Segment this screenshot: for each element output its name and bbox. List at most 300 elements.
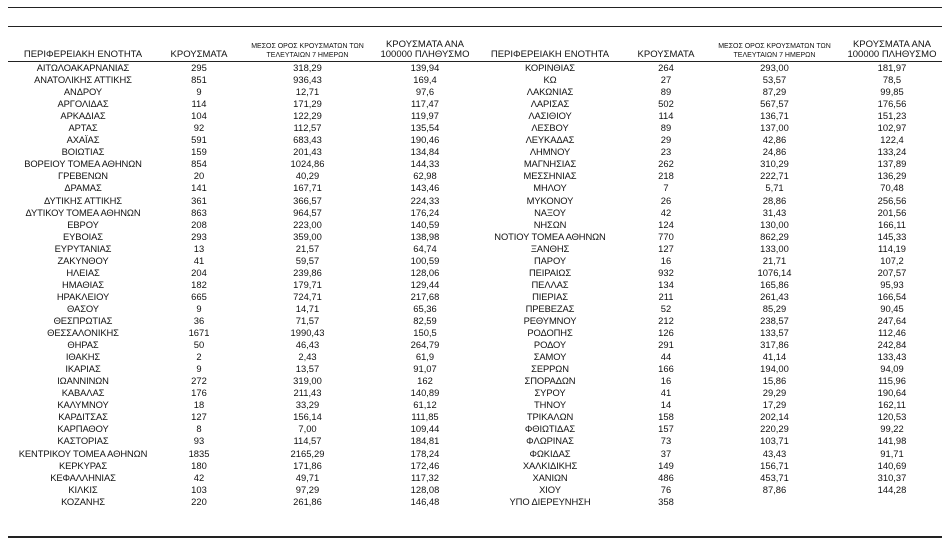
left-avg7-value: 201,43: [293, 146, 322, 158]
right-per100k-value: 112,46: [878, 327, 906, 339]
cases-table: [8, 40, 942, 508]
left-region-name: ΚΕΦΑΛΛΗΝΙΑΣ: [50, 471, 116, 483]
table-row: [8, 460, 942, 472]
left-region-name: ΑΧΑΪΑΣ: [66, 134, 100, 146]
right-cases-value: 76: [660, 483, 672, 495]
table-row: [8, 496, 942, 508]
right-avg7-value: [707, 496, 842, 508]
table-row: [8, 182, 942, 194]
table-row: [8, 339, 942, 351]
right-per100k-value: 137,89: [877, 158, 907, 170]
right-per100k-value: 162,11: [878, 399, 906, 411]
left-per100k-value: 169,4: [413, 74, 437, 86]
table-row: [8, 146, 942, 158]
left-region-name: ΘΑΣΟΥ: [67, 302, 99, 314]
left-avg7-value: 171,29: [293, 98, 322, 110]
right-per100k-value: 141,98: [877, 435, 907, 447]
left-per100k-value: 150,5: [413, 327, 437, 339]
header-rule: [8, 26, 942, 27]
left-region-name: ΗΡΑΚΛΕΙΟΥ: [56, 290, 110, 302]
left-region-name: ΓΡΕΒΕΝΩΝ: [58, 170, 108, 182]
table-row: [8, 351, 942, 363]
right-per100k-value: 201,56: [877, 206, 907, 218]
left-cases-value: 2: [196, 351, 202, 363]
right-region-name: ΣΠΟΡΑΔΩΝ: [524, 375, 576, 387]
right-cases-value: 7: [663, 182, 669, 194]
left-avg7-value: 936,43: [293, 74, 322, 86]
right-cases-value: 23: [660, 146, 672, 158]
left-region-name: ΕΥΡΥΤΑΝΙΑΣ: [54, 242, 112, 254]
left-per100k-value: 178,24: [410, 447, 440, 459]
right-region-name: ΠΑΡΟΥ: [533, 254, 567, 266]
left-cases-value: 42: [193, 471, 205, 483]
left-avg7-value: 171,86: [293, 459, 322, 471]
left-avg7-value: 46,43: [295, 339, 320, 351]
left-per100k-value: 65,36: [413, 302, 437, 314]
left-avg7-value: 167,71: [293, 182, 322, 194]
right-region-name: ΛΕΥΚΑΔΑΣ: [525, 134, 575, 146]
right-cases-value: 52: [660, 302, 672, 314]
left-cases-value: 180: [191, 459, 207, 471]
left-region-name: ΖΑΚΥΝΘΟΥ: [57, 254, 109, 266]
left-per100k-value: 172,46: [410, 459, 440, 471]
left-region-name: ΑΝΑΤΟΛΙΚΗΣ ΑΤΤΙΚΗΣ: [34, 74, 132, 86]
left-per100k-value: 128,08: [410, 483, 440, 495]
left-cases-value: 1671: [188, 327, 210, 339]
left-region-name: ΔΡΑΜΑΣ: [64, 182, 102, 194]
left-cases-value: 9: [196, 86, 202, 98]
left-cases-value: 176: [191, 387, 207, 399]
right-region-name: ΠΕΙΡΑΙΩΣ: [528, 266, 572, 278]
left-region-name: ΙΚΑΡΙΑΣ: [65, 363, 101, 375]
left-avg7-value: 156,14: [293, 411, 322, 423]
right-cases-value: 157: [658, 423, 674, 435]
table-row: [8, 291, 942, 303]
right-per100k-value: 310,37: [877, 471, 907, 483]
right-cases-value: 149: [658, 459, 674, 471]
right-avg7-value: 165,86: [760, 278, 789, 290]
right-avg7-value: 453,71: [760, 471, 789, 483]
left-cases-value: 9: [196, 363, 202, 375]
right-region-name: ΦΘΙΩΤΙΔΑΣ: [524, 423, 576, 435]
table-row: [8, 327, 942, 339]
table-row: [8, 375, 942, 387]
left-avg7-value: 211,43: [293, 387, 322, 399]
right-region-name: ΡΕΘΥΜΝΟΥ: [523, 314, 577, 326]
right-region-name: ΝΗΣΩΝ: [533, 218, 567, 230]
right-per100k-value: 145,33: [877, 230, 907, 242]
right-avg7-value: 5,71: [765, 182, 784, 194]
right-region-name: ΡΟΔΟΠΗΣ: [527, 327, 573, 339]
left-region-name: ΙΩΑΝΝΙΝΩΝ: [57, 375, 109, 387]
right-cases-value: 27: [660, 74, 672, 86]
table-row: [8, 448, 942, 460]
left-avg7-value: 12,71: [295, 86, 320, 98]
left-avg7-value: 2,43: [298, 351, 317, 363]
left-cases-value: 204: [191, 266, 207, 278]
left-per100k-value: 82,59: [413, 314, 437, 326]
right-per100k-value: 176,56: [877, 98, 907, 110]
right-cases-value: 16: [660, 254, 672, 266]
right-avg7-value: 310,29: [760, 158, 789, 170]
left-avg7-value: 7,00: [298, 423, 317, 435]
left-per100k-value: 111,85: [411, 411, 439, 423]
table-body: [8, 62, 942, 508]
left-avg7-value: 179,71: [293, 278, 322, 290]
right-region-name: ΜΕΣΣΗΝΙΑΣ: [523, 170, 577, 182]
right-avg7-value: 261,43: [760, 290, 789, 302]
right-cases-value: 126: [658, 327, 674, 339]
right-avg7-value: 87,86: [762, 483, 787, 495]
left-per100k-value: 135,54: [410, 122, 440, 134]
left-region-name: ΑΙΤΩΛΟΑΚΑΡΝΑΝΙΑΣ: [36, 62, 130, 73]
left-cases-value: 20: [193, 170, 205, 182]
table-row: [8, 207, 942, 219]
left-avg7-value: 97,29: [295, 483, 320, 495]
left-cases-value: 114: [191, 98, 207, 110]
right-cases-value: 291: [658, 339, 674, 351]
right-per100k-value: 95,93: [880, 278, 904, 290]
right-region-name: ΛΑΡΙΣΑΣ: [530, 98, 570, 110]
left-region-name: ΘΕΣΣΑΛΟΝΙΚΗΣ: [47, 327, 119, 339]
right-per100k-value: 207,57: [877, 266, 907, 278]
right-per100k-value: 242,84: [877, 339, 907, 351]
right-avg7-value: 133,57: [760, 327, 789, 339]
left-avg7-value: 33,29: [295, 399, 320, 411]
table-row: [8, 158, 942, 170]
left-avg7-value: 2165,29: [290, 447, 325, 459]
left-per100k-value: 144,33: [410, 158, 440, 170]
left-cases-value: 851: [191, 74, 207, 86]
left-per100k-value: 138,98: [410, 230, 440, 242]
left-avg7-value: 319,00: [293, 375, 322, 387]
left-per100k-value: 91,07: [413, 363, 437, 375]
right-region-name: ΧΑΛΚΙΔΙΚΗΣ: [522, 459, 578, 471]
left-cases-value: 13: [193, 242, 205, 254]
left-region-name: ΑΡΓΟΛΙΔΑΣ: [57, 98, 109, 110]
right-region-name: ΛΑΚΩΝΙΑΣ: [526, 86, 574, 98]
left-cases-value: 591: [191, 134, 207, 146]
right-avg7-value: 17,29: [762, 399, 787, 411]
left-region-name: ΗΛΕΙΑΣ: [66, 266, 100, 278]
right-cases-value: 26: [660, 194, 672, 206]
table-row: [8, 267, 942, 279]
left-avg7-value: 318,29: [293, 62, 322, 73]
right-avg7-value: 53,57: [762, 74, 787, 86]
left-cases-value: 665: [191, 290, 207, 302]
right-region-name: ΥΠΟ ΔΙΕΡΕΥΝΗΣΗ: [509, 495, 591, 507]
bottom-rule: [8, 536, 942, 538]
left-cases-value: 361: [191, 194, 207, 206]
right-region-name: ΝΟΤΙΟΥ ΤΟΜΕΑ ΑΘΗΝΩΝ: [494, 230, 606, 242]
left-region-name: ΙΘΑΚΗΣ: [65, 351, 101, 363]
top-rule: [8, 7, 942, 8]
table-row: [8, 411, 942, 423]
right-avg7-value: 194,00: [760, 363, 789, 375]
right-avg7-value: 133,00: [760, 242, 789, 254]
right-cases-value: 127: [658, 242, 674, 254]
right-region-name: ΝΑΞΟΥ: [534, 206, 566, 218]
right-region-name: ΜΥΚΟΝΟΥ: [526, 194, 574, 206]
right-avg7-value: 15,86: [762, 375, 787, 387]
left-avg7-value: 366,57: [293, 194, 322, 206]
table-row: [8, 231, 942, 243]
right-per100k-value: 140,69: [877, 459, 907, 471]
left-region-name: ΚΑΒΑΛΑΣ: [61, 387, 105, 399]
left-region-name: ΑΡΚΑΔΙΑΣ: [60, 110, 106, 122]
right-per100k-value: 122,4: [880, 134, 904, 146]
left-avg7-value: 14,71: [295, 302, 320, 314]
header-region-left: ΠΕΡΙΦΕΡΕΙΑΚΗ ΕΝΟΤΗΤΑ: [8, 40, 158, 62]
right-per100k-value: 151,23: [877, 110, 907, 122]
right-cases-value: 114: [658, 110, 674, 122]
left-cases-value: 863: [191, 206, 207, 218]
right-region-name: ΤΡΙΚΑΛΩΝ: [526, 411, 574, 423]
left-cases-value: 8: [196, 423, 202, 435]
right-per100k-value: 115,96: [878, 375, 906, 387]
right-per100k-value: [842, 496, 942, 508]
table-row: [8, 399, 942, 411]
right-cases-value: 264: [658, 62, 674, 73]
left-cases-value: 50: [193, 339, 205, 351]
left-per100k-value: 64,74: [413, 242, 437, 254]
right-cases-value: 486: [658, 471, 674, 483]
table-row: [8, 195, 942, 207]
right-per100k-value: 136,29: [877, 170, 907, 182]
right-cases-value: 16: [660, 375, 672, 387]
table-row: [8, 303, 942, 315]
right-avg7-value: 202,14: [760, 411, 789, 423]
left-region-name: ΚΑΛΥΜΝΟΥ: [57, 399, 109, 411]
left-per100k-value: 162: [417, 375, 433, 387]
left-per100k-value: 140,59: [410, 218, 440, 230]
right-avg7-value: 238,57: [760, 314, 789, 326]
right-avg7-value: 130,00: [760, 218, 789, 230]
left-region-name: ΘΕΣΠΡΩΤΙΑΣ: [53, 314, 113, 326]
right-region-name: ΠΕΛΛΑΣ: [531, 278, 569, 290]
right-avg7-value: 137,00: [760, 122, 789, 134]
left-region-name: ΔΥΤΙΚΟΥ ΤΟΜΕΑ ΑΘΗΝΩΝ: [25, 206, 141, 218]
left-avg7-value: 49,71: [295, 471, 320, 483]
left-region-name: ΕΒΡΟΥ: [67, 218, 99, 230]
right-avg7-value: 103,71: [760, 435, 789, 447]
left-avg7-value: 114,57: [293, 435, 322, 447]
table-row: [8, 98, 942, 110]
right-cases-value: 166: [658, 363, 674, 375]
right-avg7-value: 136,71: [760, 110, 789, 122]
table-row: [8, 74, 942, 86]
left-avg7-value: 13,57: [295, 363, 320, 375]
right-cases-value: 211: [658, 290, 674, 302]
left-cases-value: 36: [193, 314, 205, 326]
right-per100k-value: 133,43: [877, 351, 907, 363]
table-row: [8, 279, 942, 291]
left-region-name: ΚΟΖΑΝΗΣ: [61, 495, 105, 507]
right-cases-value: 44: [660, 351, 672, 363]
table-row: [8, 134, 942, 146]
right-cases-value: 37: [660, 447, 672, 459]
left-avg7-value: 964,57: [293, 206, 322, 218]
right-cases-value: 134: [658, 278, 674, 290]
right-per100k-value: 90,45: [880, 302, 904, 314]
right-per100k-value: 102,97: [877, 122, 907, 134]
left-cases-value: 1835: [188, 447, 210, 459]
right-cases-value: 262: [658, 158, 674, 170]
left-avg7-value: 359,00: [293, 230, 322, 242]
left-per100k-value: 224,33: [410, 194, 440, 206]
right-cases-value: 158: [658, 411, 674, 423]
right-per100k-value: 91,71: [880, 447, 904, 459]
left-cases-value: 159: [191, 146, 207, 158]
left-cases-value: 93: [193, 435, 205, 447]
right-per100k-value: 144,28: [877, 483, 907, 495]
right-per100k-value: 99,22: [880, 423, 904, 435]
right-avg7-value: 24,86: [762, 146, 787, 158]
left-region-name: ΘΗΡΑΣ: [67, 339, 99, 351]
left-cases-value: 272: [191, 375, 207, 387]
table-header-row: [8, 40, 942, 62]
right-region-name: ΛΑΣΙΘΙΟΥ: [528, 110, 572, 122]
left-region-name: ΚΑΡΠΑΘΟΥ: [57, 423, 109, 435]
left-cases-value: 220: [191, 495, 207, 507]
right-region-name: ΧΑΝΙΩΝ: [532, 471, 568, 483]
right-avg7-value: 222,71: [760, 170, 789, 182]
right-avg7-value: 156,71: [760, 459, 789, 471]
right-region-name: ΜΑΓΝΗΣΙΑΣ: [523, 158, 577, 170]
table-row: [8, 435, 942, 447]
right-region-name: ΚΟΡΙΝΘΙΑΣ: [525, 62, 575, 73]
left-cases-value: 182: [191, 278, 207, 290]
left-per100k-value: 217,68: [410, 290, 440, 302]
right-per100k-value: 166,11: [878, 218, 906, 230]
left-avg7-value: 261,86: [293, 495, 322, 507]
header-cases-right: ΚΡΟΥΣΜΑΤΑ: [625, 40, 707, 62]
left-per100k-value: 109,44: [410, 423, 440, 435]
right-region-name: ΧΙΟΥ: [539, 483, 561, 495]
left-per100k-value: 97,6: [415, 86, 435, 98]
right-per100k-value: 256,56: [877, 194, 907, 206]
right-avg7-value: 21,71: [762, 254, 787, 266]
right-per100k-value: 133,24: [877, 146, 907, 158]
left-region-name: ΒΟΡΕΙΟΥ ΤΟΜΕΑ ΑΘΗΝΩΝ: [24, 158, 142, 170]
right-per100k-value: 120,53: [877, 411, 907, 423]
left-per100k-value: 119,97: [411, 110, 439, 122]
left-per100k-value: 190,46: [410, 134, 440, 146]
right-cases-value: 14: [660, 399, 672, 411]
right-region-name: ΠΙΕΡΙΑΣ: [532, 290, 568, 302]
right-cases-value: 770: [658, 230, 674, 242]
left-avg7-value: 71,57: [295, 314, 320, 326]
left-avg7-value: 59,57: [295, 254, 320, 266]
right-region-name: ΡΟΔΟΥ: [533, 339, 567, 351]
table-row: [8, 62, 942, 75]
left-avg7-value: 1990,43: [290, 327, 325, 339]
left-region-name: ΑΡΤΑΣ: [68, 122, 98, 134]
right-region-name: ΦΛΩΡΙΝΑΣ: [526, 435, 574, 447]
right-per100k-value: 70,48: [880, 182, 904, 194]
right-region-name: ΣΥΡΟΥ: [534, 387, 566, 399]
right-per100k-value: 190,64: [877, 387, 907, 399]
right-cases-value: 89: [660, 122, 672, 134]
left-cases-value: 295: [191, 62, 207, 73]
left-region-name: ΚΑΣΤΟΡΙΑΣ: [57, 435, 109, 447]
right-region-name: ΛΕΣΒΟΥ: [531, 122, 569, 134]
left-region-name: ΔΥΤΙΚΗΣ ΑΤΤΙΚΗΣ: [44, 194, 122, 206]
right-cases-value: 502: [658, 98, 674, 110]
left-per100k-value: 176,24: [410, 206, 440, 218]
left-cases-value: 18: [193, 399, 205, 411]
left-per100k-value: 184,81: [410, 435, 440, 447]
table-row: [8, 315, 942, 327]
right-region-name: ΜΗΛΟΥ: [533, 182, 567, 194]
table-row: [8, 387, 942, 399]
left-region-name: ΚΕΝΤΡΙΚΟΥ ΤΟΜΕΑ ΑΘΗΝΩΝ: [18, 447, 148, 459]
table-row: [8, 122, 942, 134]
right-cases-value: 89: [660, 86, 672, 98]
left-per100k-value: 117,47: [411, 98, 439, 110]
left-per100k-value: 62,98: [413, 170, 437, 182]
right-cases-value: 218: [658, 170, 674, 182]
left-avg7-value: 1024,86: [290, 158, 325, 170]
left-cases-value: 9: [196, 302, 202, 314]
left-cases-value: 141: [191, 182, 207, 194]
right-per100k-value: 99,85: [880, 86, 904, 98]
left-region-name: ΚΕΡΚΥΡΑΣ: [58, 459, 108, 471]
table-row: [8, 484, 942, 496]
right-avg7-value: 220,29: [760, 423, 789, 435]
left-region-name: ΚΙΛΚΙΣ: [68, 483, 98, 495]
right-cases-value: 358: [658, 495, 674, 507]
right-avg7-value: 567,57: [760, 98, 789, 110]
table-row: [8, 363, 942, 375]
left-per100k-value: 61,12: [413, 399, 437, 411]
left-region-name: ΑΝΔΡΟΥ: [63, 86, 103, 98]
right-per100k-value: 166,54: [877, 290, 907, 302]
left-region-name: ΗΜΑΘΙΑΣ: [62, 278, 104, 290]
right-avg7-value: 1076,14: [757, 266, 792, 278]
right-avg7-value: 293,00: [760, 62, 789, 73]
right-avg7-value: 317,86: [760, 339, 789, 351]
left-avg7-value: 239,86: [293, 266, 322, 278]
right-cases-value: 29: [660, 134, 672, 146]
right-avg7-value: 862,29: [760, 230, 789, 242]
left-avg7-value: 724,71: [293, 290, 322, 302]
left-cases-value: 127: [191, 411, 207, 423]
left-per100k-value: 146,48: [410, 495, 440, 507]
header-avg7-left: ΜΕΣΟΣ ΟΡΟΣ ΚΡΟΥΣΜΑΤΩΝ ΤΩΝ ΤΕΛΕΥΤΑΙΩΝ 7 ΗΜΕΡΩΝ: [240, 40, 375, 62]
table-row: [8, 170, 942, 182]
right-avg7-value: 87,29: [762, 86, 787, 98]
left-region-name: ΚΑΡΔΙΤΣΑΣ: [58, 411, 108, 423]
left-per100k-value: 139,94: [410, 62, 440, 73]
right-cases-value: 212: [658, 314, 674, 326]
right-region-name: ΛΗΜΝΟΥ: [529, 146, 571, 158]
left-avg7-value: 112,57: [293, 122, 322, 134]
right-cases-value: 41: [660, 387, 672, 399]
right-region-name: ΣΑΜΟΥ: [533, 351, 567, 363]
left-cases-value: 41: [193, 254, 205, 266]
right-avg7-value: 43,43: [762, 447, 787, 459]
left-cases-value: 293: [191, 230, 207, 242]
right-per100k-value: 107,2: [880, 254, 904, 266]
right-cases-value: 124: [658, 218, 674, 230]
table-row: [8, 472, 942, 484]
header-per100k-right: ΚΡΟΥΣΜΑΤΑ ΑΝΑ 100000 ΠΛΗΘΥΣΜΟ: [842, 40, 942, 62]
table-row: [8, 86, 942, 98]
right-region-name: ΦΩΚΙΔΑΣ: [529, 447, 571, 459]
header-cases-left: ΚΡΟΥΣΜΑΤΑ: [158, 40, 240, 62]
right-per100k-value: 247,64: [877, 314, 907, 326]
